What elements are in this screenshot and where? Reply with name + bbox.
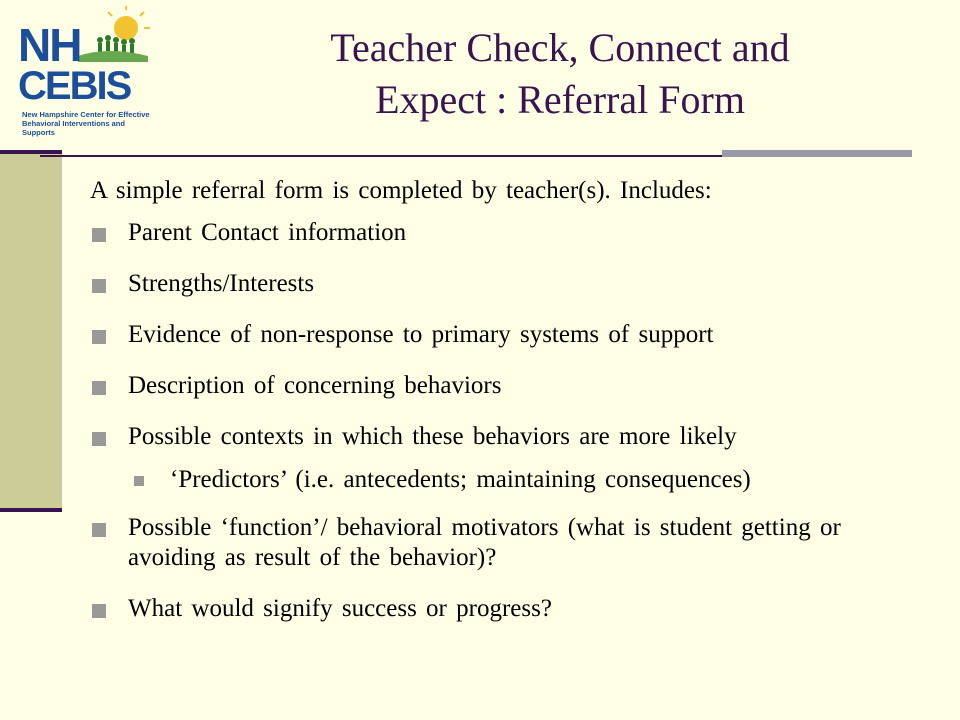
logo-cebis-text: CEBIS xyxy=(18,64,131,108)
bullet-square-icon xyxy=(92,279,106,293)
slide-title xyxy=(160,22,960,126)
list-item-text: Evidence of non-response to primary systems of support xyxy=(128,321,714,348)
bullet-square-icon xyxy=(92,228,106,242)
left-accent-bar xyxy=(0,150,62,512)
list-item-text: Parent Contact information xyxy=(128,219,407,246)
sub-list-item-text: ‘Predictors’ (i.e. antecedents; maintaining consequences) xyxy=(170,466,751,493)
logo-subtitle xyxy=(22,110,156,137)
list-item-text: Strengths/Interests xyxy=(128,270,315,297)
list-item xyxy=(90,218,920,248)
list-item xyxy=(90,320,920,350)
slide-title-line2: Expect : Referral Form xyxy=(375,77,745,122)
list-item xyxy=(90,594,920,624)
bullet-square-icon xyxy=(92,381,106,395)
slide-title-line1: Teacher Check, Connect and xyxy=(330,25,790,70)
sub-bullet-square-icon xyxy=(134,476,144,486)
logo-subtitle-line2: Behavioral Interventions and Supports xyxy=(22,119,125,137)
left-accent-tick-bottom xyxy=(0,508,62,512)
title-divider-accent xyxy=(722,150,912,157)
slide-body xyxy=(90,176,920,645)
bullet-square-icon xyxy=(92,432,106,446)
list-item-text: Description of concerning behaviors xyxy=(128,372,502,399)
list-item-text: What would signify success or progress? xyxy=(128,595,552,622)
list-item xyxy=(90,513,920,573)
logo-subtitle-line1: New Hampshire Center for Effective xyxy=(22,110,150,119)
bullet-square-icon xyxy=(92,523,106,537)
list-item-text: Possible contexts in which these behaviors are more likely xyxy=(128,423,737,450)
bullet-square-icon xyxy=(92,330,106,344)
list-item xyxy=(90,422,920,452)
nh-cebis-logo xyxy=(8,6,156,136)
logo-nh-text: NH xyxy=(18,19,81,71)
list-item xyxy=(90,371,920,401)
list-item xyxy=(90,269,920,299)
sub-list-item xyxy=(90,465,920,495)
list-item-text: Possible ‘function’/ behavioral motivators (what is student getting or avoiding as result of the behavior)? xyxy=(128,514,841,571)
left-accent-tick-top xyxy=(0,150,62,154)
intro-text: A simple referral form is completed by teacher(s). Includes: xyxy=(90,177,712,204)
bullet-square-icon xyxy=(92,604,106,618)
